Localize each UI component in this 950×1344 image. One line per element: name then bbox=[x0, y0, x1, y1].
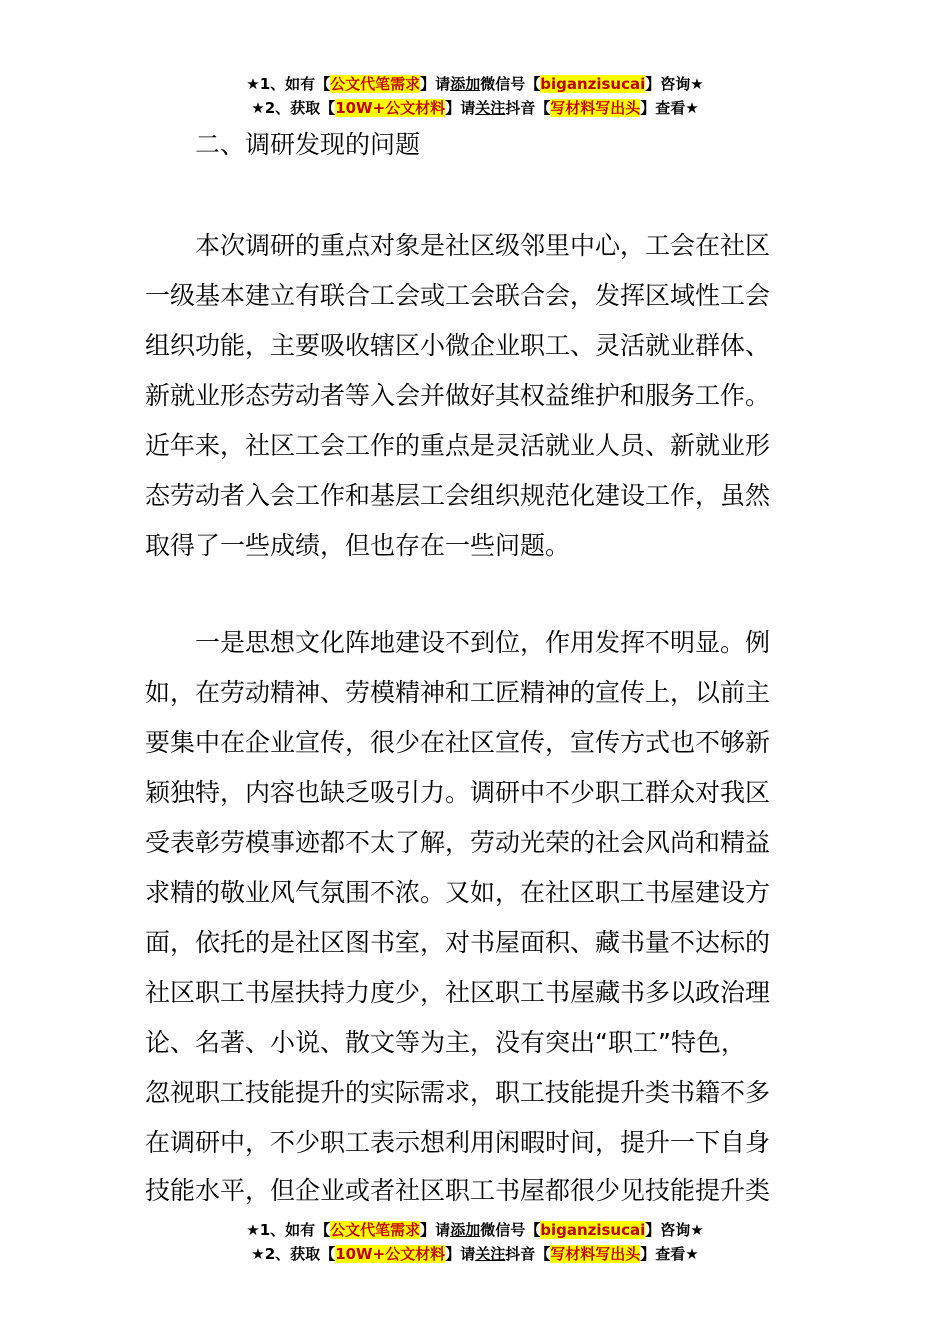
para2-line: 论、名著、小说、散文等为主，没有突出“职工”特色， bbox=[145, 1028, 746, 1057]
para2-line: 一是思想文化阵地建设不到位，作用发挥不明显。例 bbox=[195, 628, 771, 657]
promo-text: ★2、获取【 bbox=[251, 1245, 336, 1263]
promo-text: 微信号【 bbox=[480, 75, 541, 93]
promo-text: 】查看★ bbox=[640, 99, 699, 117]
promo-line-1 bbox=[0, 1218, 950, 1242]
promo-highlight: biganzisucai bbox=[540, 1221, 646, 1239]
para1-line: 取得了一些成绩，但也存在一些问题。 bbox=[145, 531, 571, 560]
promo-underlined: 添加 bbox=[450, 1221, 481, 1239]
para2-line: 要集中在企业宣传，很少在社区宣传，宣传方式也不够新 bbox=[145, 728, 771, 757]
para1-line: 组织功能，主要吸收辖区小微企业职工、灵活就业群体、 bbox=[145, 331, 771, 360]
promo-underlined: 关注 bbox=[475, 1245, 506, 1263]
para1-line: 态劳动者入会工作和基层工会组织规范化建设工作，虽然 bbox=[145, 481, 771, 510]
promo-highlight: 写材料写出头 bbox=[550, 99, 641, 117]
promo-text: ★1、如有【 bbox=[246, 1221, 331, 1239]
top-promo-banner bbox=[0, 72, 950, 120]
para2-line: 社区职工书屋扶持力度少，社区职工书屋藏书多以政治理 bbox=[145, 978, 771, 1007]
promo-text: ★1、如有【 bbox=[246, 75, 331, 93]
para2-line: 忽视职工技能提升的实际需求，职工技能提升类书籍不多 bbox=[145, 1078, 771, 1107]
section-heading: 二、调研发现的问题 bbox=[195, 130, 421, 159]
promo-highlight: 10W+公文材料 bbox=[335, 99, 446, 117]
promo-text: 】请 bbox=[420, 75, 451, 93]
promo-underlined: 添加 bbox=[450, 75, 481, 93]
promo-highlight: 公文代笔需求 bbox=[330, 75, 421, 93]
promo-text: 】咨询★ bbox=[645, 1221, 704, 1239]
promo-line-1 bbox=[0, 72, 950, 96]
bottom-promo-banner bbox=[0, 1218, 950, 1266]
para1-line: 新就业形态劳动者等入会并做好其权益维护和服务工作。 bbox=[145, 381, 771, 410]
para1-line: 本次调研的重点对象是社区级邻里中心，工会在社区 bbox=[195, 231, 771, 260]
promo-highlight: 写材料写出头 bbox=[550, 1245, 641, 1263]
promo-text: 微信号【 bbox=[480, 1221, 541, 1239]
promo-underlined: 关注 bbox=[475, 99, 506, 117]
promo-line-2 bbox=[0, 96, 950, 120]
promo-text: ★2、获取【 bbox=[251, 99, 336, 117]
para2-line: 颖独特，内容也缺乏吸引力。调研中不少职工群众对我区 bbox=[145, 778, 771, 807]
para1-line: 一级基本建立有联合工会或工会联合会，发挥区域性工会 bbox=[145, 281, 771, 310]
promo-text: 】请 bbox=[445, 99, 476, 117]
para2-line: 技能水平，但企业或者社区职工书屋都很少见技能提升类 bbox=[145, 1176, 771, 1205]
promo-line-2 bbox=[0, 1242, 950, 1266]
para1-line: 近年来，社区工会工作的重点是灵活就业人员、新就业形 bbox=[145, 431, 771, 460]
para2-line: 在调研中，不少职工表示想利用闲暇时间，提升一下自身 bbox=[145, 1128, 771, 1157]
para2-line: 面，依托的是社区图书室，对书屋面积、藏书量不达标的 bbox=[145, 928, 771, 957]
promo-text: 】查看★ bbox=[640, 1245, 699, 1263]
promo-text: 】咨询★ bbox=[645, 75, 704, 93]
promo-highlight: 10W+公文材料 bbox=[335, 1245, 446, 1263]
para2-line: 如，在劳动精神、劳模精神和工匠精神的宣传上，以前主 bbox=[145, 678, 771, 707]
promo-text: 抖音【 bbox=[505, 1245, 551, 1263]
promo-text: 抖音【 bbox=[505, 99, 551, 117]
promo-text: 】请 bbox=[445, 1245, 476, 1263]
para2-line: 求精的敬业风气氛围不浓。又如，在社区职工书屋建设方 bbox=[145, 878, 771, 907]
promo-text: 】请 bbox=[420, 1221, 451, 1239]
promo-highlight: 公文代笔需求 bbox=[330, 1221, 421, 1239]
para2-line: 受表彰劳模事迹都不太了解，劳动光荣的社会风尚和精益 bbox=[145, 828, 771, 857]
promo-highlight: biganzisucai bbox=[540, 75, 646, 93]
